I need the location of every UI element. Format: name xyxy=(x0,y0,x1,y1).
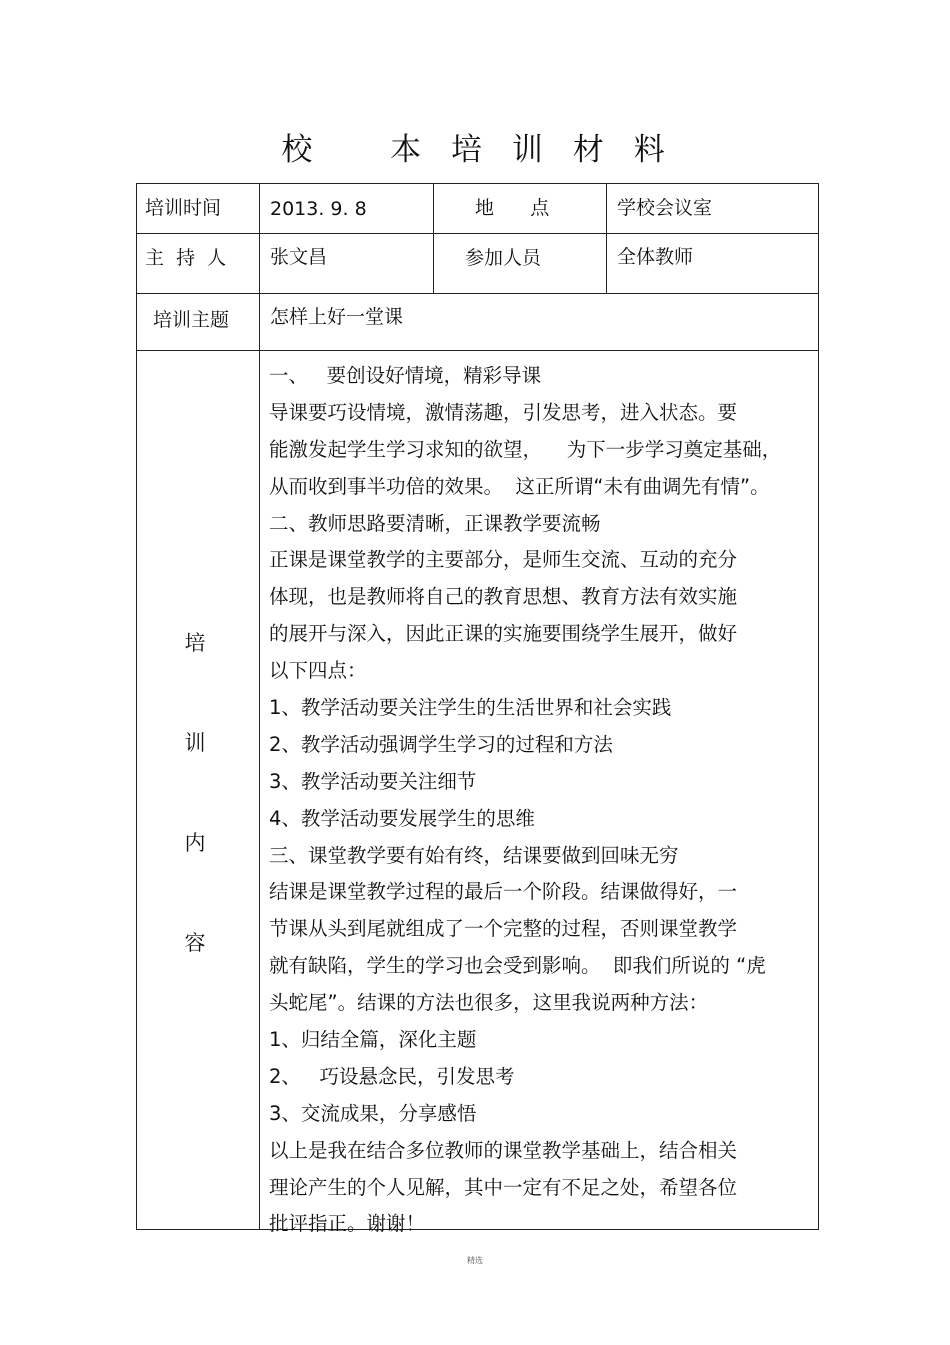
title-char: 校 xyxy=(281,132,317,168)
content-line: 1、归结全篇，深化主题 xyxy=(269,1028,477,1052)
participants-value: 全体教师 xyxy=(617,246,694,268)
content-label-char: 内 xyxy=(184,831,206,855)
page-footer: 精选 xyxy=(467,1256,483,1265)
topic-label: 培训主题 xyxy=(153,309,230,331)
content-line: 体现，也是教师将自己的教育思想、教育方法有效实施 xyxy=(269,585,738,609)
host-label: 主 持 人 xyxy=(145,247,227,269)
content-line: 头蛇尾”。结课的方法也很多，这里我说两种方法： xyxy=(269,991,709,1015)
content-line: 的展开与深入，因此正课的实施要围绕学生展开，做好 xyxy=(269,622,738,646)
content-line: 就有缺陷，学生的学习也会受到影响。 即我们所说的 “虎 xyxy=(269,954,766,978)
training-table xyxy=(136,183,819,1236)
host-value: 张文昌 xyxy=(270,246,328,268)
content-label-char: 训 xyxy=(184,731,206,755)
row-divider xyxy=(137,293,818,294)
title-char: 本 xyxy=(390,132,426,168)
content-line: 3、交流成果，分享感悟 xyxy=(269,1101,477,1125)
title-char: 材 xyxy=(572,132,608,168)
time-label: 培训时间 xyxy=(145,197,222,219)
content-label-char: 培 xyxy=(184,631,206,655)
content-line: 一、 要创设好情境，精彩导课 xyxy=(269,364,542,387)
content-line: 2、教学活动强调学生学习的过程和方法 xyxy=(269,732,613,756)
place-label: 地 点 xyxy=(475,197,550,219)
title-char: 料 xyxy=(633,132,669,168)
content-line: 从而收到事半功倍的效果。 这正所谓“未有曲调先有情”。 xyxy=(269,474,770,498)
training-content xyxy=(269,358,819,1243)
content-line: 正课是课堂教学的主要部分，是师生交流、互动的充分 xyxy=(269,548,738,572)
row-divider xyxy=(137,350,818,351)
page-title xyxy=(0,124,950,169)
participants-label: 参加人员 xyxy=(465,247,542,269)
content-line: 结课是课堂教学过程的最后一个阶段。结课做得好，一 xyxy=(269,880,738,904)
row-divider xyxy=(137,233,818,234)
topic-value: 怎样上好一堂课 xyxy=(270,306,404,328)
content-line: 节课从头到尾就组成了一个完整的过程，否则课堂教学 xyxy=(269,917,738,941)
content-line: 1、教学活动要关注学生的生活世界和社会实践 xyxy=(269,696,672,720)
column-divider xyxy=(259,184,260,1229)
content-line: 以上是我在结合多位教师的课堂教学基础上，结合相关 xyxy=(269,1138,738,1162)
content-line: 能激发起学生学习求知的欲望， 为下一步学习奠定基础， xyxy=(269,437,782,461)
content-line: 二、教师思路要清晰，正课教学要流畅 xyxy=(269,511,601,535)
column-divider xyxy=(433,184,434,293)
content-line: 三、课堂教学要有始有终，结课要做到回味无穷 xyxy=(269,843,679,867)
content-line: 2、 巧设悬念民，引发思考 xyxy=(269,1064,515,1088)
title-char: 训 xyxy=(511,132,547,168)
content-line: 理论产生的个人见解，其中一定有不足之处，希望各位 xyxy=(269,1175,738,1199)
content-line: 导课要巧设情境，激情荡趣，引发思考，进入状态。要 xyxy=(269,400,738,424)
place-value: 学校会议室 xyxy=(617,197,713,219)
content-line: 3、教学活动要关注细节 xyxy=(269,769,477,793)
content-line: 批评指正。谢谢！ xyxy=(269,1212,426,1236)
column-divider xyxy=(606,184,607,293)
content-line: 4、教学活动要发展学生的思维 xyxy=(269,806,535,830)
content-line: 以下四点： xyxy=(269,659,367,683)
content-label-char: 容 xyxy=(184,931,206,955)
title-char: 培 xyxy=(451,132,486,168)
time-value: 2013. 9. 8 xyxy=(270,198,367,220)
